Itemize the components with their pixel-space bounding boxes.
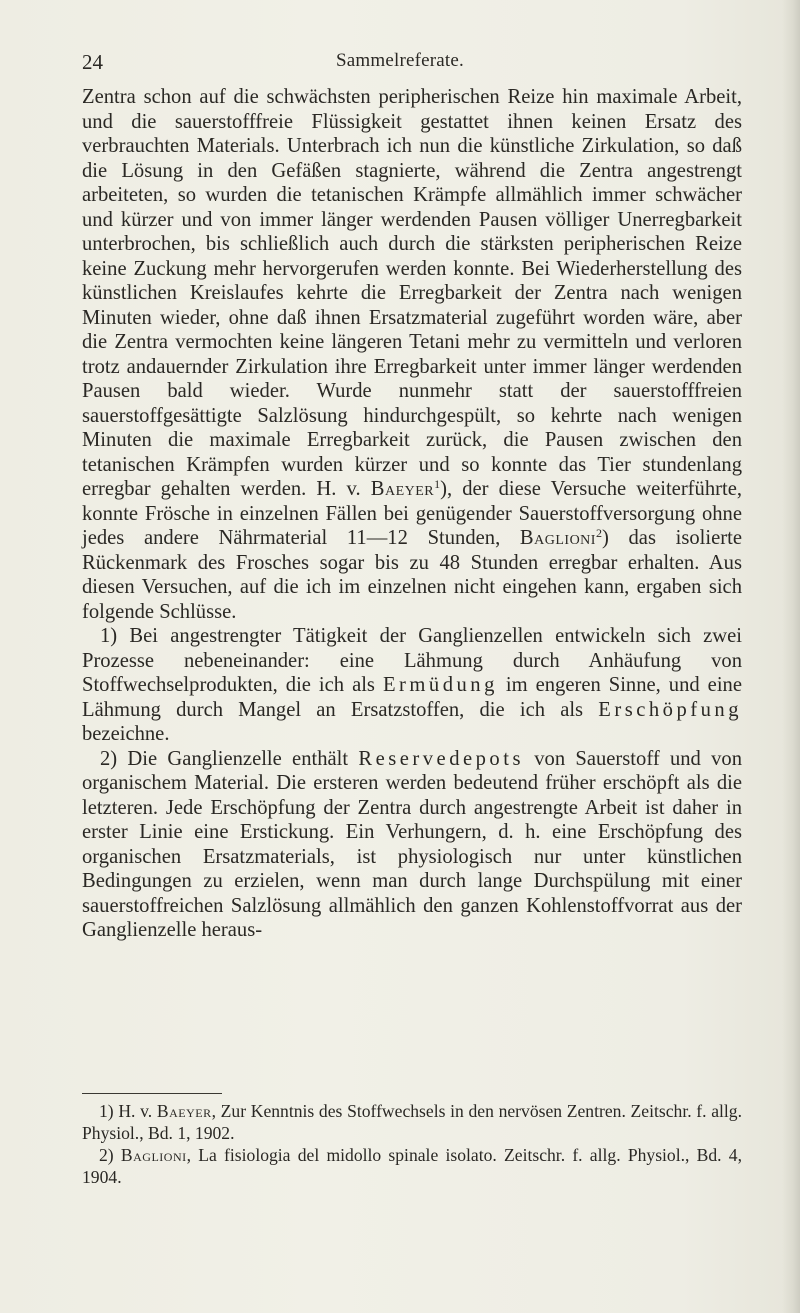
footnote-2 xyxy=(82,1144,742,1188)
body-text xyxy=(82,85,742,943)
footnote-2-text-a: 2) xyxy=(99,1145,121,1165)
footnote-divider xyxy=(82,1093,222,1094)
paragraph-2-text-c: bezeichne. xyxy=(82,723,170,745)
footnote-2-author: Baglioni xyxy=(120,1145,187,1165)
paragraph-1 xyxy=(82,85,742,624)
page-number: 24 xyxy=(82,50,103,74)
term-erschoepfung: Erschöpfung xyxy=(598,698,742,721)
footnote-1 xyxy=(82,1100,742,1144)
paragraph-2-text-b: im engeren Sinne, und eine Lähmung durch Mangel an Ersatzstoffen, die ich als xyxy=(82,674,742,721)
footnote-ref-1: 1 xyxy=(434,477,441,491)
footnotes xyxy=(82,1100,742,1188)
footnote-ref-2: 2 xyxy=(595,526,602,540)
author-baglioni: Baglioni xyxy=(519,527,596,549)
paragraph-3-text-a: 2) Die Ganglienzelle enthält xyxy=(100,747,359,770)
paragraph-1-text-a: Zentra schon auf die schwächsten peripherischen Reize hin maximale Arbeit, und die sauerstofffreie Flüssigkeit gestattet ihnen keinen Ersatz des verbrauchten Materials. Unterbrach ich nun die künstliche Zirkulation, so daß die Lösung in den Gefäßen stagnierte, während die Zentra angestrengt arbeiteten, so wurden die tetanischen Krämpfe allmählich immer schwächer und kürzer und von immer länger werdenden Pausen völliger Unerregbarkeit unterbrochen, bis schließlich auch durch die stärksten peripherischen Reize keine Zuckung mehr hervorgerufen werden konnte. Bei Wiederherstellung des künstlichen Kreislaufes kehrte die Erregbarkeit der Zentra nach wenigen Minuten wieder, ohne daß ihnen Ersatzmaterial zugeführt worden wäre, aber die Zentra vermochten keine längeren Tetani mehr zu vermitteln und verloren trotz andauernder Zirkulation ihre Erregbarkeit unter immer länger werdenden Pausen bald wieder. Wurde nunmehr statt der sauerstofffreien sauerstoffgesättigte Salzlösung hindurchgespült, so kehrte nach wenigen Minuten die maximale Erregbarkeit zurück, die Pausen zwischen den tetanischen Krämpfen wurden kürzer und so konnte das Tier stundenlang erregbar gehalten werden. H. v. xyxy=(82,86,742,500)
paragraph-2 xyxy=(82,624,742,747)
author-baeyer: Baeyer xyxy=(370,478,435,500)
page-edge-shadow xyxy=(782,0,800,1313)
paragraph-3 xyxy=(82,747,742,943)
term-ermuedung: Ermüdung xyxy=(382,674,498,696)
paragraph-1-text-b: ), der diese Versuche weiterführte, konnte Frösche in einzelnen Fällen bei genügender Sauerstoffversorgung ohne jedes andere Nährmaterial 11—12 Stunden, xyxy=(82,478,743,549)
running-head: Sammelreferate. xyxy=(335,50,464,71)
term-reservedepots: Reservedepots xyxy=(358,747,524,770)
paragraph-3-text-b: von Sauerstoff und von organischem Material. Die ersteren werden bedeutend früher erschöpft als die letzteren. Jede Erschöpfung der Zentra durch angestrengte Arbeit ist daher in erster Linie eine Erstickung. Ein Verhungern, d. h. eine Erschöpfung des organischen Ersatzmaterials, ist physiologisch nur unter künstlichen Bedingungen zu erzielen, wenn man durch lange Durchspülung mit einer sauerstoffreichen Salzlösung allmählich den ganzen Kohlenstoffvorrat aus der Ganglienzelle heraus- xyxy=(82,747,742,941)
footnote-1-text-b: , Zur Kenntnis des Stoffwechsels in den nervösen Zentren. Zeitschr. f. allg. Physiol., Bd. 1, 1902. xyxy=(82,1101,742,1143)
paragraph-2-text-a: 1) Bei angestrengter Tätigkeit der Ganglienzellen entwickeln sich zwei Prozesse nebeneinander: eine Lähmung durch Anhäufung von Stoffwechselprodukten, die ich als xyxy=(82,625,742,696)
paragraph-1-text-c: ) das isolierte Rückenmark des Frosches sogar bis zu 48 Stunden erregbar erhalten. Aus diesen Versuchen, auf die ich im einzelnen nicht eingehen kann, ergaben sich folgende Schlüsse. xyxy=(82,527,742,623)
footnote-1-text-a: 1) H. v. xyxy=(99,1101,157,1121)
footnote-1-author: Baeyer xyxy=(156,1101,212,1121)
footnote-2-text-b: , La fisiologia del midollo spinale isolato. Zeitschr. f. allg. Physiol., Bd. 4, 1904. xyxy=(82,1145,742,1187)
